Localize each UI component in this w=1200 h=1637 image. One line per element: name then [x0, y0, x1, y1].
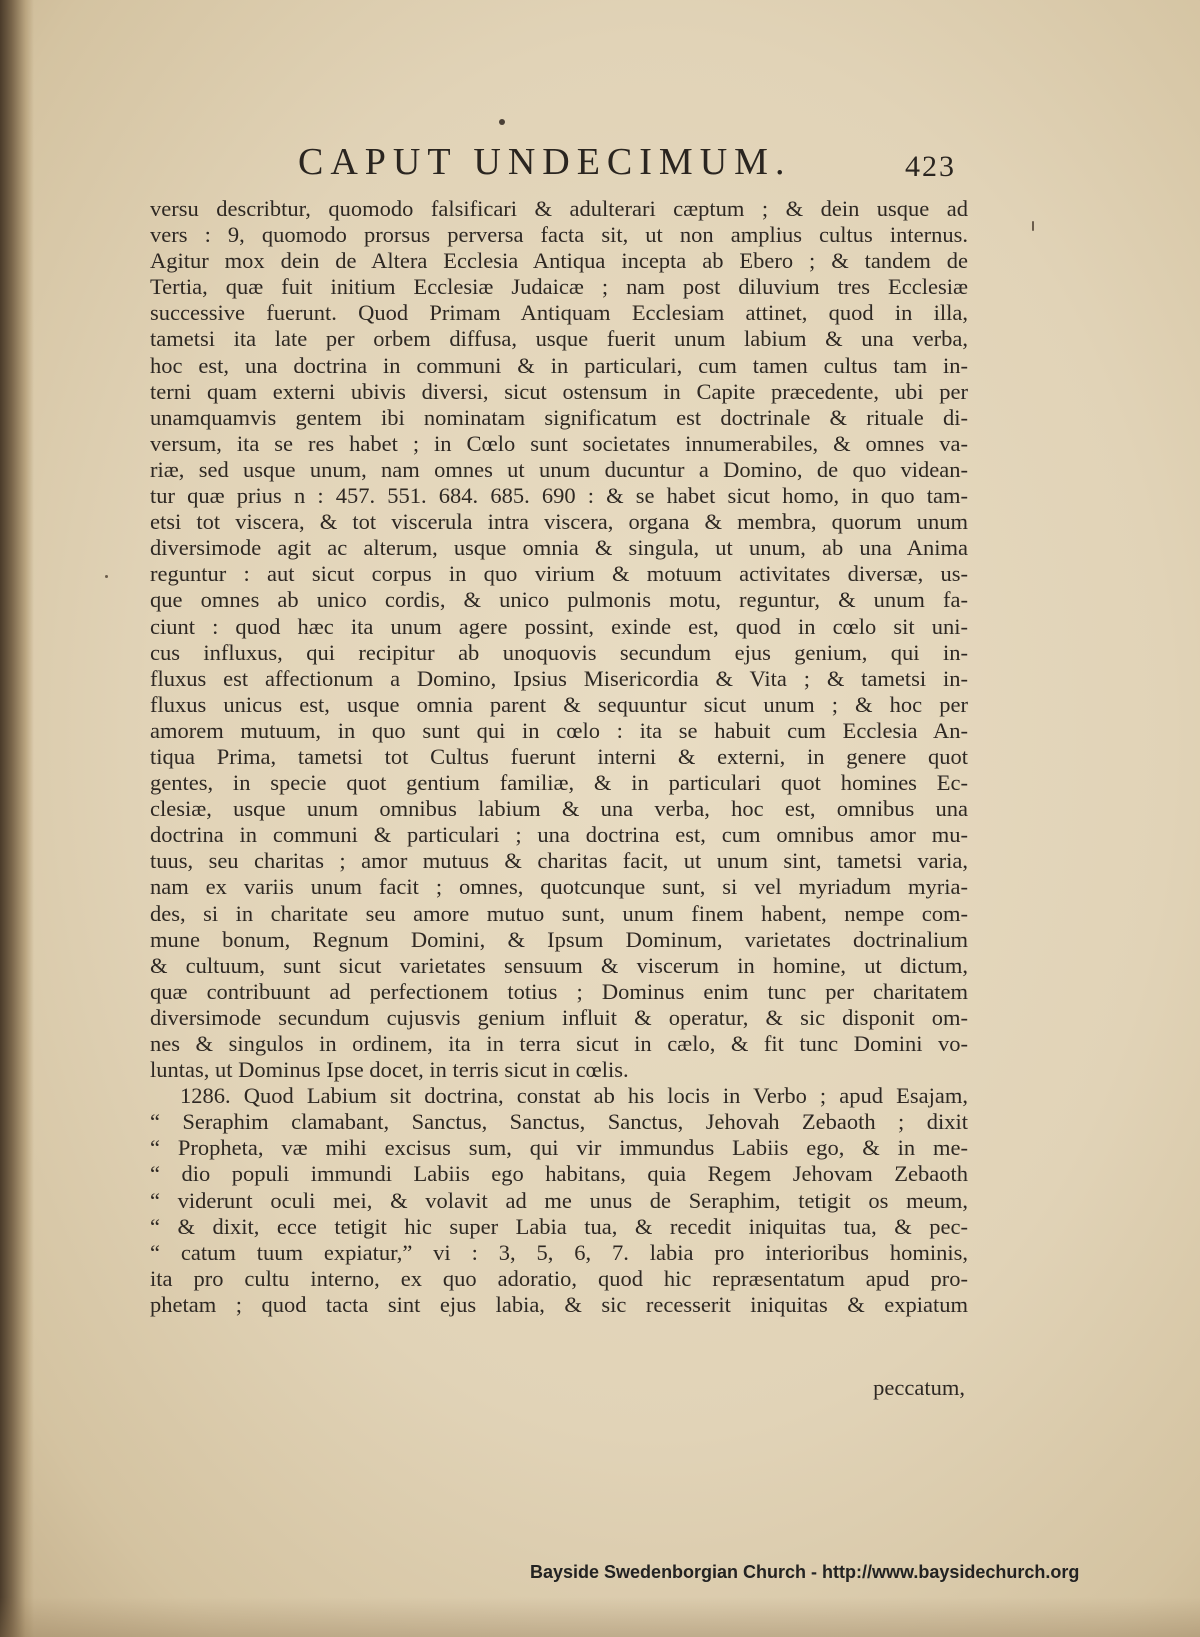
text-line: quæ contribuunt ad perfectionem totius ; Dominus enim tunc per charitatem: [150, 978, 968, 1004]
quotation-line: “ catum tuum expiatur,” vi : 3, 5, 6, 7. labia pro interioribus hominis,: [150, 1239, 968, 1265]
text-line: des, si in charitate seu amore mutuo sunt, unum finem habent, nempe com-: [150, 900, 968, 926]
text-line: nam ex variis unum facit ; omnes, quotcunque sunt, si vel myriadum myria-: [150, 874, 968, 900]
text-line: versu describtur, quomodo falsificari & adulterari cæptum ; & dein usque ad: [150, 196, 968, 221]
body-text: [150, 196, 968, 1318]
paragraph-end-line: luntas, ut Dominus Ipse docet, in terris sicut in cœlis.: [150, 1057, 629, 1083]
text-line: vers : 9, quomodo prorsus perversa facta sit, ut non amplius cultus internus.: [150, 222, 968, 248]
text-line: versum, ita se res habet ; in Cœlo sunt societates innumerabiles, & omnes va-: [150, 430, 968, 456]
text-line: doctrina in communi & particulari ; una doctrina est, cum omnibus amor mu-: [150, 822, 968, 848]
text-line: ita pro cultu interno, ex quo adoratio, quod hic repræsentatum apud pro-: [150, 1265, 968, 1291]
text-line: Tertia, quæ fuit initium Ecclesiæ Judaicæ ; nam post diluvium tres Ecclesiæ: [150, 274, 968, 300]
text-line: phetam ; quod tacta sint ejus labia, & sic recesserit iniquitas & expiatum: [150, 1291, 968, 1317]
text-line: que omnes ab unico cordis, & unico pulmonis motu, reguntur, & unum fa-: [150, 587, 968, 613]
text-line: reguntur : aut sicut corpus in quo virium & motuum activitates diversæ, us-: [150, 561, 968, 587]
ink-speck: [1032, 221, 1034, 231]
text-line: riæ, sed usque unum, nam omnes ut unum ducuntur a Domino, de quo videan-: [150, 456, 968, 482]
text-line: terni quam externi ubivis diversi, sicut ostensum in Capite præcedente, ubi per: [150, 378, 968, 404]
text-line: diversimode secundum cujusvis genium influit & operatur, & sic disponit om-: [150, 1004, 968, 1030]
running-head: CAPUT UNDECIMUM.: [298, 141, 792, 183]
book-gutter-shadow: [0, 0, 34, 1637]
paragraph-number-line: 1286. Quod Labium sit doctrina, constat ab his locis in Verbo ; apud Esajam,: [180, 1083, 968, 1109]
text-line: tiqua Prima, tametsi tot Cultus fuerunt interni & externi, in genere quot: [150, 743, 968, 769]
text-line: clesiæ, usque unum omnibus labium & una verba, hoc est, omnibus una: [150, 796, 968, 822]
page-edge-shade: [0, 1597, 1200, 1637]
text-line: amorem mutuum, in quo sunt qui in cœlo : ita se habuit cum Ecclesia An-: [150, 717, 968, 743]
quotation-line: “ Seraphim clamabant, Sanctus, Sanctus, Sanctus, Jehovah Zebaoth ; dixit: [150, 1109, 968, 1135]
text-line: fluxus est affectionum a Domino, Ipsius Misericordia & Vita ; & tametsi in-: [150, 665, 968, 691]
catchword: peccatum,: [873, 1375, 965, 1400]
quotation-line: “ viderunt oculi mei, & volavit ad me unus de Seraphim, tetigit os meum,: [150, 1187, 968, 1213]
ink-speck: [105, 575, 108, 578]
text-line: nes & singulos in ordinem, ita in terra sicut in cælo, & fit tunc Domini vo-: [150, 1031, 968, 1056]
text-line: diversimode agit ac alterum, usque omnia & singula, ut unum, ab una Anima: [150, 535, 968, 561]
text-line: tur quæ prius n : 457. 551. 684. 685. 690 : & se habet sicut homo, in quo tam-: [150, 483, 968, 509]
text-line: hoc est, una doctrina in communi & in particulari, cum tamen cultus tam in-: [150, 352, 968, 378]
text-line: Agitur mox dein de Altera Ecclesia Antiqua incepta ab Ebero ; & tandem de: [150, 248, 968, 274]
text-line: & cultuum, sunt sicut varietates sensuum & viscerum in homine, ut dictum,: [150, 952, 968, 978]
page-number: 423: [905, 150, 956, 183]
text-line: gentes, in specie quot gentium familiæ, & in particulari quot homines Ec-: [150, 770, 968, 796]
text-line: ciunt : quod hæc ita unum agere possint, exinde est, quod in cœlo sit uni-: [150, 613, 968, 639]
text-line: cus influxus, qui recipitur ab unoquovis secundum ejus genium, qui in-: [150, 639, 968, 665]
text-line: tametsi ita late per orbem diffusa, usque fuerit unum labium & una verba,: [150, 326, 968, 352]
site-watermark: Bayside Swedenborgian Church - http://www.baysidechurch.org: [530, 1562, 1080, 1582]
text-line: successive fuerunt. Quod Primam Antiquam Ecclesiam attinet, quod in illa,: [150, 300, 968, 326]
text-line: mune bonum, Regnum Domini, & Ipsum Dominum, varietates doctrinalium: [150, 926, 968, 952]
quotation-line: “ Propheta, væ mihi excisus sum, qui vir immundus Labiis ego, & in me-: [150, 1135, 968, 1161]
text-line: fluxus unicus est, usque omnia parent & sequuntur sicut unum ; & hoc per: [150, 691, 968, 717]
text-line: unamquamvis gentem ibi nominatam significatum est doctrinale & rituale di-: [150, 404, 968, 430]
quotation-line: “ & dixit, ecce tetigit hic super Labia tua, & recedit iniquitas tua, & pec-: [150, 1213, 968, 1239]
ink-mark: [499, 119, 505, 125]
text-line: tuus, seu charitas ; amor mutuus & charitas facit, ut unum sint, tametsi varia,: [150, 848, 968, 874]
text-line: etsi tot viscera, & tot viscerula intra viscera, organa & membra, quorum unum: [150, 509, 968, 535]
quotation-line: “ dio populi immundi Labiis ego habitans, quia Regem Jehovam Zebaoth: [150, 1161, 968, 1187]
